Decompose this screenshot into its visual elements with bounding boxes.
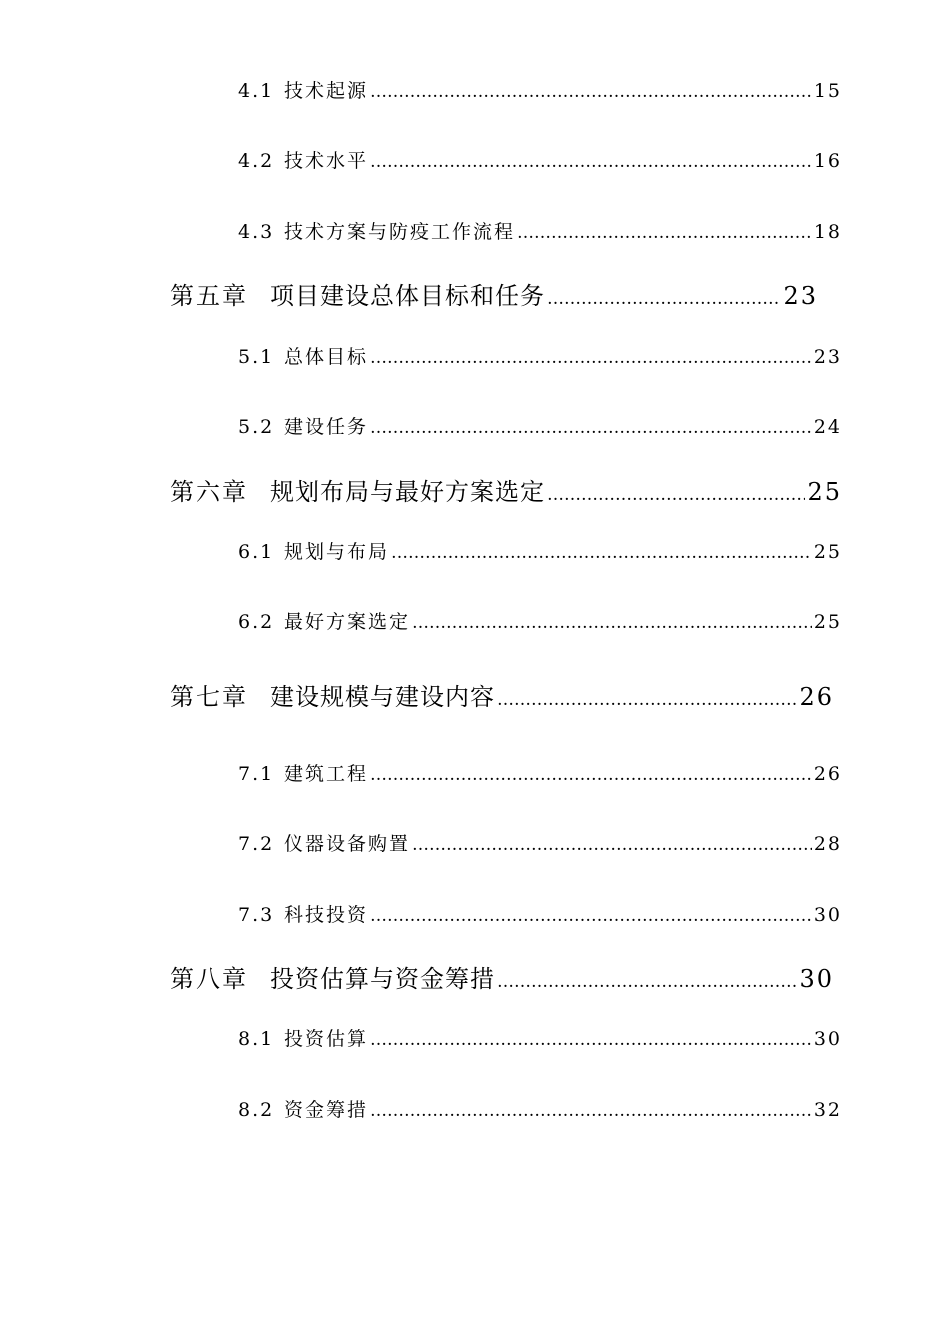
dot-leader [547, 485, 805, 505]
toc-entry-4-1 [238, 76, 842, 103]
toc-chapter-number: 第五章 [170, 282, 248, 310]
toc-entry-page: 16 [813, 150, 842, 172]
toc-chapter-6 [170, 472, 842, 507]
toc-entry-7-3 [238, 900, 842, 927]
toc-entry-page: 15 [813, 80, 842, 102]
toc-chapter-title: 项目建设总体目标和任务 [270, 282, 545, 310]
toc-chapter-8 [170, 959, 834, 994]
toc-entry-5-2 [238, 412, 842, 439]
toc-entry-7-1 [238, 759, 842, 786]
toc-chapter-title: 投资估算与资金筹措 [270, 965, 495, 993]
dot-leader [370, 1101, 812, 1121]
toc-entry-number: 6.1 [238, 541, 275, 563]
toc-entry-page: 18 [813, 221, 842, 243]
toc-entry-page: 24 [813, 416, 842, 438]
dot-leader [517, 223, 812, 243]
dot-leader [497, 972, 797, 992]
toc-chapter-page: 25 [807, 478, 842, 506]
dot-leader [497, 690, 797, 710]
toc-entry-title: 仪器设备购置 [284, 833, 411, 855]
toc-entry-title: 总体目标 [284, 346, 369, 368]
toc-chapter-title: 建设规模与建设内容 [270, 683, 495, 711]
dot-leader [370, 152, 812, 172]
dot-leader [391, 543, 812, 563]
toc-entry-number: 5.2 [238, 416, 275, 438]
toc-entry-title: 技术方案与防疫工作流程 [284, 221, 516, 243]
toc-entry-title: 技术起源 [284, 80, 369, 102]
toc-chapter-number: 第六章 [170, 478, 248, 506]
toc-chapter-number: 第八章 [170, 965, 248, 993]
toc-chapter-7 [170, 677, 834, 712]
toc-entry-title: 建筑工程 [284, 763, 369, 785]
dot-leader [370, 765, 812, 785]
toc-entry-title: 建设任务 [284, 416, 369, 438]
toc-entry-page: 28 [813, 833, 842, 855]
toc-chapter-title: 规划布局与最好方案选定 [270, 478, 545, 506]
toc-entry-4-2 [238, 146, 842, 173]
toc-entry-page: 25 [813, 541, 842, 563]
toc-chapter-page: 23 [783, 282, 818, 310]
toc-entry-number: 7.3 [238, 904, 275, 926]
toc-entry-number: 5.1 [238, 346, 275, 368]
toc-entry-number: 7.1 [238, 763, 275, 785]
toc-entry-page: 23 [813, 346, 842, 368]
dot-leader [370, 906, 812, 926]
toc-entry-page: 30 [813, 1028, 842, 1050]
toc-chapter-number: 第七章 [170, 683, 248, 711]
toc-entry-title: 投资估算 [284, 1028, 369, 1050]
toc-entry-page: 25 [813, 611, 842, 633]
dot-leader [370, 1030, 812, 1050]
dot-leader [412, 835, 812, 855]
toc-entry-title: 最好方案选定 [284, 611, 411, 633]
toc-entry-title: 资金筹措 [284, 1099, 369, 1121]
toc-chapter-page: 26 [799, 683, 834, 711]
toc-entry-number: 7.2 [238, 833, 275, 855]
toc-entry-8-2 [238, 1095, 842, 1122]
toc-entry-title: 科技投资 [284, 904, 369, 926]
dot-leader [370, 418, 812, 438]
toc-entry-8-1 [238, 1024, 842, 1051]
toc-entry-number: 4.1 [238, 80, 275, 102]
toc-entry-number: 8.2 [238, 1099, 275, 1121]
toc-entry-6-1 [238, 537, 842, 564]
toc-entry-7-2 [238, 829, 842, 856]
toc-entry-number: 6.2 [238, 611, 275, 633]
dot-leader [412, 613, 812, 633]
toc-entry-title: 规划与布局 [284, 541, 390, 563]
toc-entry-5-1 [238, 342, 842, 369]
toc-entry-number: 4.3 [238, 221, 275, 243]
toc-entry-4-3 [238, 217, 842, 244]
toc-entry-6-2 [238, 607, 842, 634]
dot-leader [547, 289, 781, 309]
toc-entry-title: 技术水平 [284, 150, 369, 172]
dot-leader [370, 82, 812, 102]
toc-entry-number: 8.1 [238, 1028, 275, 1050]
toc-entry-page: 26 [813, 763, 842, 785]
toc-entry-page: 32 [813, 1099, 842, 1121]
dot-leader [370, 348, 812, 368]
toc-entry-page: 30 [813, 904, 842, 926]
toc-chapter-5 [170, 276, 818, 311]
toc-chapter-page: 30 [799, 965, 834, 993]
toc-entry-number: 4.2 [238, 150, 275, 172]
